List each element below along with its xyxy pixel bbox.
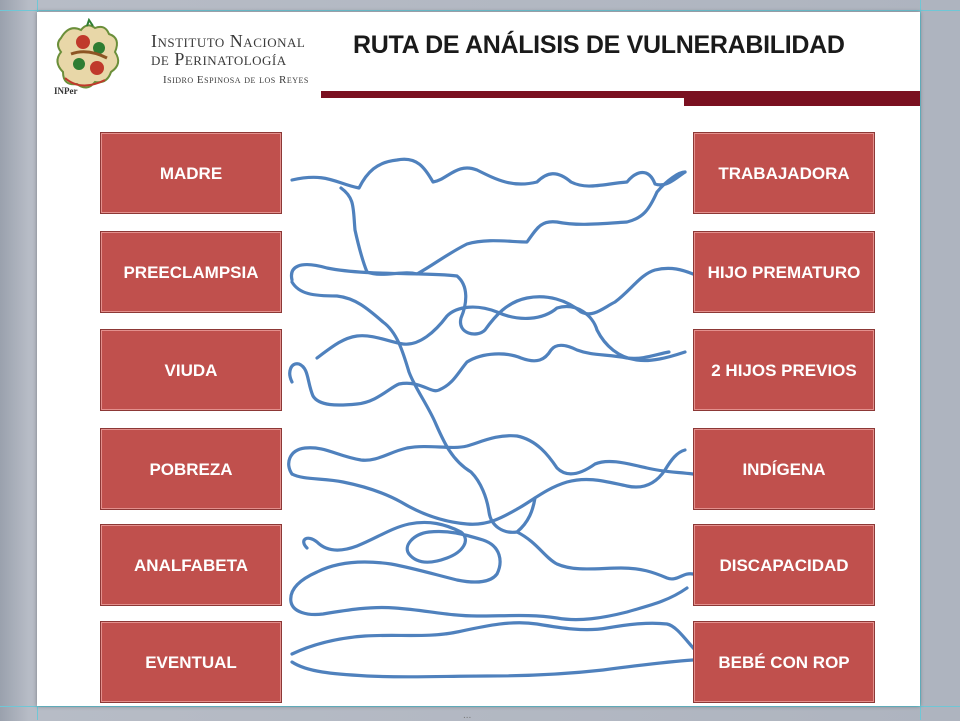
institution-subtitle: Isidro Espinosa de los Reyes <box>163 74 309 86</box>
guide-line-bottom <box>0 706 960 707</box>
slide <box>37 12 920 706</box>
right-item-discapacidad: DISCAPACIDAD <box>693 524 875 606</box>
connector-line <box>291 522 687 619</box>
right-item-trabajadora: TRABAJADORA <box>693 132 875 214</box>
left-item-eventual: EVENTUAL <box>100 621 282 703</box>
connector-line <box>289 436 693 474</box>
connector-line <box>292 623 697 654</box>
left-item-analfabeta: ANALFABETA <box>100 524 282 606</box>
connector-line <box>290 345 669 405</box>
connector-line <box>341 172 685 274</box>
left-item-viuda: VIUDA <box>100 329 282 411</box>
slide-marker: ... <box>463 710 472 721</box>
logo-tag: INPer <box>54 86 78 96</box>
left-item-madre: MADRE <box>100 132 282 214</box>
connector-line <box>517 532 693 579</box>
left-item-preeclampsia: PREECLAMPSIA <box>100 231 282 313</box>
right-item-2-hijos-previos: 2 HIJOS PREVIOS <box>693 329 875 411</box>
right-item-hijo-prematuro: HIJO PREMATURO <box>693 231 875 313</box>
institution-name: Instituto Nacional de Perinatología <box>151 31 306 69</box>
right-item-indigena: INDÍGENA <box>693 428 875 510</box>
guide-line-top <box>0 10 960 11</box>
connector-line <box>292 282 535 532</box>
connector-line <box>292 660 693 677</box>
right-item-bebe-con-rop: BEBÉ CON ROP <box>693 621 875 703</box>
guide-line-right <box>920 0 921 720</box>
connector-line <box>292 159 685 188</box>
slide-title: RUTA DE ANÁLISIS DE VULNERABILIDAD <box>353 31 845 59</box>
left-item-pobreza: POBREZA <box>100 428 282 510</box>
